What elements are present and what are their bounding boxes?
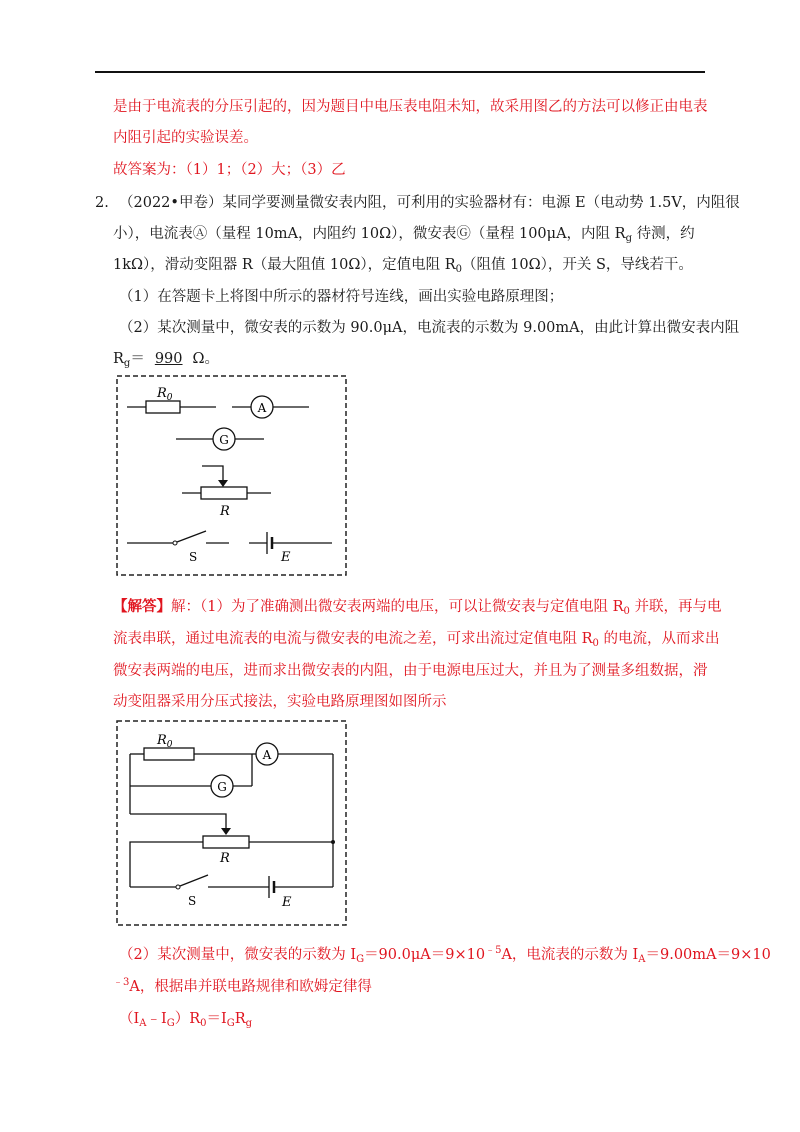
battery-symbol [249, 532, 332, 565]
switch-label: S [188, 894, 197, 908]
prev-line-1: 是由于电流表的分压引起的，因为题目中电压表电阻未知，故采用图乙的方法可以修正由电表 [113, 99, 708, 115]
circuit-diagram [116, 720, 348, 927]
question-line-3: 1kΩ），滑动变阻器 R（最大阻值 10Ω），定值电阻 $R_0$（阻值 10Ω），开关 S，导线若干。 [113, 257, 693, 275]
question-line-2: 小），电流表Ⓐ（量程 10mA，内阻约 10Ω），微安表Ⓖ（量程 100μA，内阻 $R_g$ 待测，约 [113, 226, 695, 244]
question-part-2: （2）某次测量中，微安表的示数为 90.0μA，电流表的示数为 9.00mA，由此计算出微安表内阻 [119, 320, 740, 336]
component-diagram [116, 375, 348, 577]
rheostat-label: R [220, 504, 230, 519]
r0-label: $R_0$ [157, 733, 173, 750]
solution-tag: 【解答】 [113, 598, 171, 615]
galvanometer-symbol [130, 775, 252, 797]
battery-label: E [281, 550, 291, 565]
rheostat-symbol [182, 466, 271, 519]
header-rule [95, 71, 705, 73]
ammeter-label: A [262, 748, 272, 762]
prev-answer: 故答案为：（1）1；（2）大；（3）乙 [113, 162, 346, 178]
question-part-1: （1）在答题卡上将图中所示的器材符号连线，画出实验电路原理图； [119, 289, 564, 305]
solution-line-3: 微安表两端的电压，进而求出微安表的内阻，由于电源电压过大，并且为了测量多组数据，滑 [113, 663, 708, 679]
solution-line-2: 流表串联，通过电流表的电流与微安表的电流之差，可求出流过定值电阻 $R_0$ 的电流，从而求出 [113, 631, 720, 649]
equation-line: $(I_A﹣I_G)R_0=I_GR_g$ [119, 1011, 253, 1029]
ammeter-symbol [252, 743, 333, 765]
rg-answer-line: $R_g= 990$ Ω。 [113, 351, 220, 369]
question-line-1: （2022•甲卷）某同学要测量微安表内阻，可利用的实验器材有：电源 E（电动势 1.5V，内阻很 [119, 195, 740, 211]
solution-line-1: 【解答】解：（1）为了准确测出微安表两端的电压，可以让微安表与定值电阻 $R_0$ 并联，再与电 [113, 598, 722, 617]
part2-solution-line-1: （2）某次测量中，微安表的示数为 $I_G=90.0\mu A=9\times 10^{﹣5}A$，电流表的示数为 $I_A=9.00mA=9\times 10$ [119, 945, 771, 965]
galvanometer-label: G [219, 433, 229, 447]
resistor-r0-symbol [130, 733, 252, 760]
battery-label: E [282, 895, 292, 910]
ammeter-label: A [257, 401, 267, 415]
prev-line-2: 内阻引起的实验误差。 [113, 130, 258, 146]
part2-solution-line-2: $^{﹣3}$A，根据串并联电路规律和欧姆定律得 [113, 977, 372, 995]
r0-label: $R_0$ [157, 386, 173, 403]
ammeter-symbol [232, 396, 309, 418]
switch-symbol [127, 531, 229, 564]
rheostat-symbol [130, 836, 333, 887]
switch-label: S [189, 550, 198, 564]
resistor-r0-symbol [127, 386, 216, 413]
question-number: 2. [95, 195, 109, 211]
rheostat-label: R [220, 851, 230, 866]
solution-line-4: 动变阻器采用分压式接法，实验电路原理图如图所示 [113, 694, 447, 710]
galvanometer-symbol [176, 428, 264, 450]
galvanometer-label: G [217, 780, 227, 794]
switch-symbol [130, 875, 269, 908]
rg-answer-value: 990 [154, 351, 183, 367]
battery-symbol [269, 876, 333, 910]
